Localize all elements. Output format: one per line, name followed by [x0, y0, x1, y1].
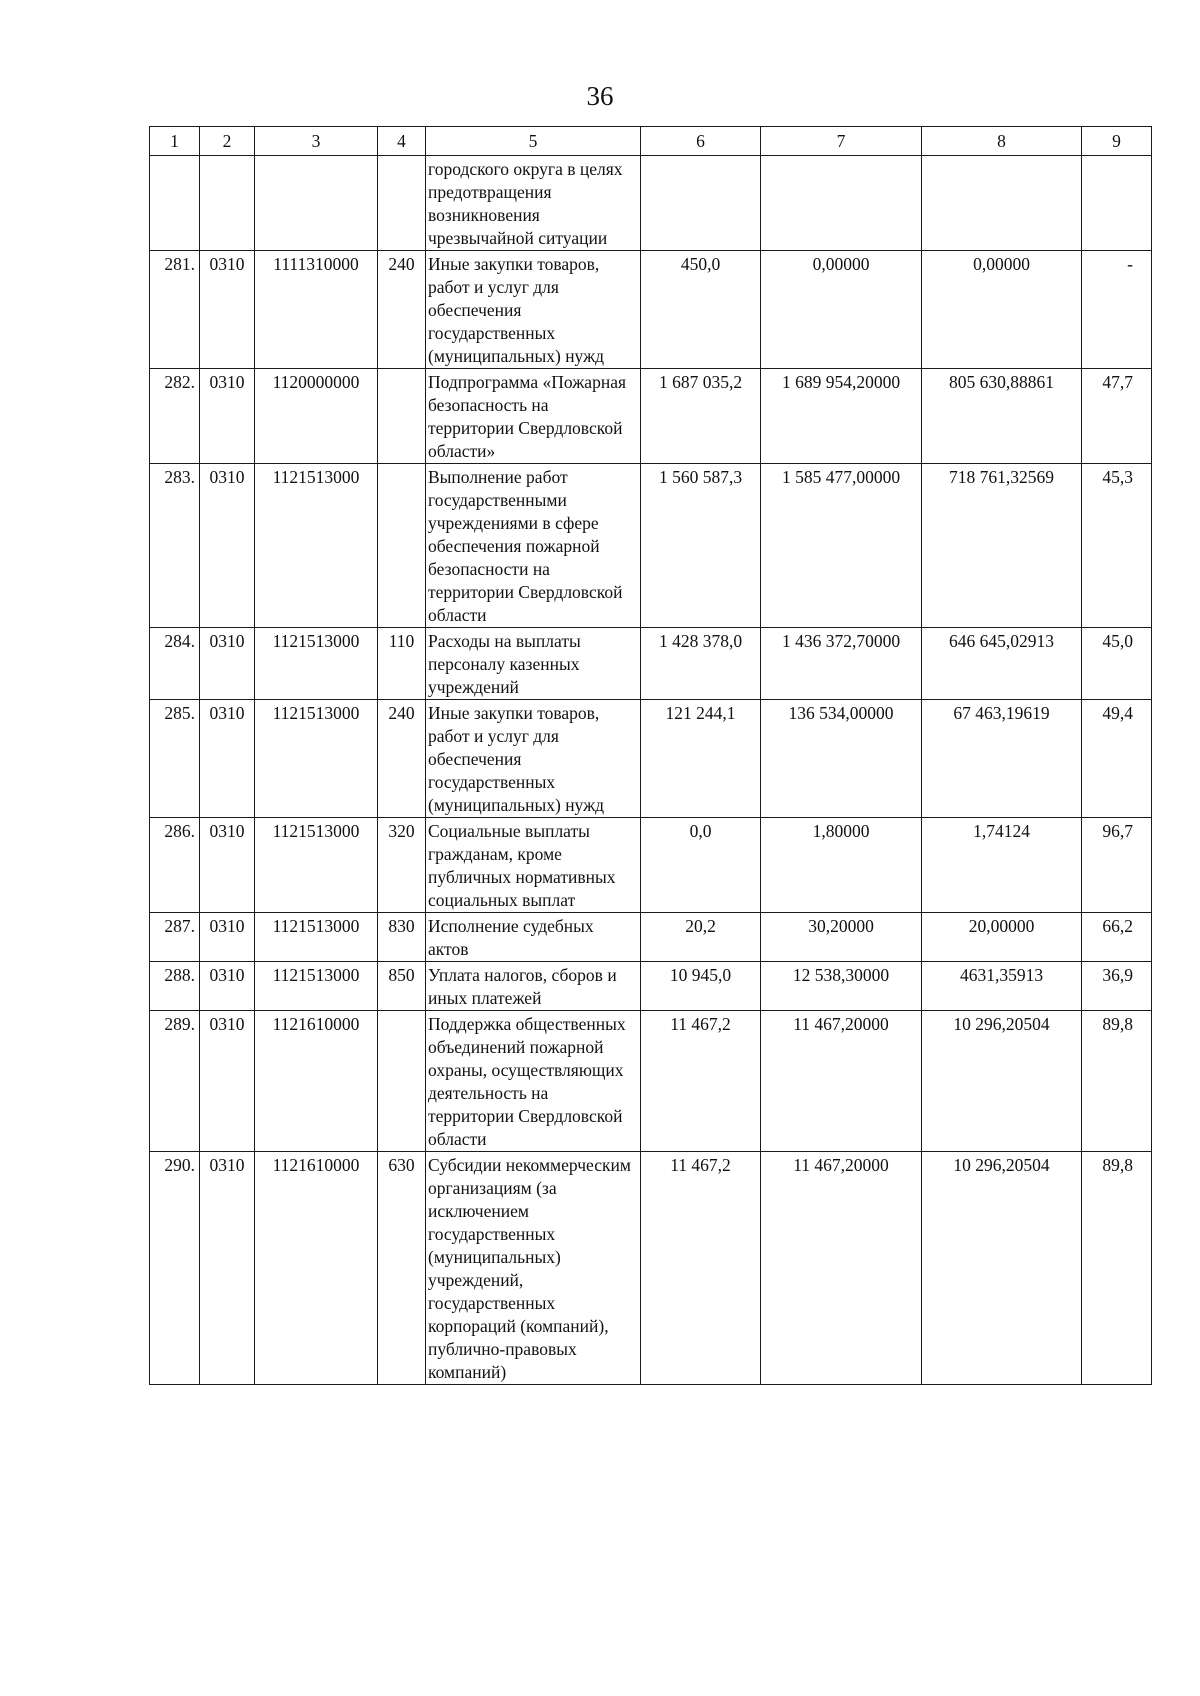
section-code: 0310: [200, 1011, 255, 1152]
expense-type-code: 240: [378, 700, 426, 818]
item-name: Выполнение работ государственными учреждениями в сфере обеспечения пожарной безопасности на территории Свердловской области: [426, 464, 641, 628]
value-col-7: 136 534,00000: [761, 700, 922, 818]
table-row: [150, 1011, 1152, 1152]
value-col-8: 20,00000: [922, 913, 1082, 962]
value-col-8: 1,74124: [922, 818, 1082, 913]
expense-type-code: [378, 1011, 426, 1152]
expense-type-code: [378, 156, 426, 251]
header-cell-6: 6: [641, 127, 761, 156]
section-code: [200, 156, 255, 251]
value-col-6: 1 560 587,3: [641, 464, 761, 628]
value-col-6: 10 945,0: [641, 962, 761, 1011]
value-col-7: 30,20000: [761, 913, 922, 962]
section-code: 0310: [200, 913, 255, 962]
section-code: 0310: [200, 700, 255, 818]
section-code: 0310: [200, 962, 255, 1011]
value-col-8: 67 463,19619: [922, 700, 1082, 818]
item-name: Подпрограмма «Пожарная безопасность на территории Свердловской области»: [426, 369, 641, 464]
value-col-7: 1,80000: [761, 818, 922, 913]
percent-col-9: 45,3: [1082, 464, 1152, 628]
row-number: 288.: [150, 962, 200, 1011]
percent-col-9: 89,8: [1082, 1152, 1152, 1385]
header-row: [150, 127, 1152, 156]
percent-col-9: 45,0: [1082, 628, 1152, 700]
section-code: 0310: [200, 251, 255, 369]
expense-type-code: [378, 464, 426, 628]
value-col-8: 646 645,02913: [922, 628, 1082, 700]
header-cell-5: 5: [426, 127, 641, 156]
row-number: 290.: [150, 1152, 200, 1385]
item-name: Социальные выплаты гражданам, кроме публичных нормативных социальных выплат: [426, 818, 641, 913]
target-article-code: 1121513000: [255, 913, 378, 962]
value-col-8: 0,00000: [922, 251, 1082, 369]
expense-type-code: 630: [378, 1152, 426, 1385]
page-number: 36: [586, 81, 614, 111]
value-col-6: [641, 156, 761, 251]
target-article-code: [255, 156, 378, 251]
item-name: городского округа в целях предотвращения возникновения чрезвычайной ситуации: [426, 156, 641, 251]
value-col-7: [761, 156, 922, 251]
target-article-code: 1121513000: [255, 962, 378, 1011]
header-cell-4: 4: [378, 127, 426, 156]
header-cell-2: 2: [200, 127, 255, 156]
table-row: [150, 818, 1152, 913]
percent-col-9: 89,8: [1082, 1011, 1152, 1152]
row-number: 285.: [150, 700, 200, 818]
section-code: 0310: [200, 464, 255, 628]
value-col-8: 10 296,20504: [922, 1152, 1082, 1385]
percent-col-9: 36,9: [1082, 962, 1152, 1011]
target-article-code: 1121513000: [255, 628, 378, 700]
item-name: Иные закупки товаров, работ и услуг для обеспечения государственных (муниципальных) нужд: [426, 251, 641, 369]
value-col-8: 4631,35913: [922, 962, 1082, 1011]
item-name: Расходы на выплаты персоналу казенных учреждений: [426, 628, 641, 700]
target-article-code: 1121610000: [255, 1152, 378, 1385]
value-col-7: 12 538,30000: [761, 962, 922, 1011]
table-row: [150, 156, 1152, 251]
table-row: [150, 464, 1152, 628]
table-row: [150, 628, 1152, 700]
header-cell-9: 9: [1082, 127, 1152, 156]
item-name: Иные закупки товаров, работ и услуг для обеспечения государственных (муниципальных) нужд: [426, 700, 641, 818]
table-row: [150, 962, 1152, 1011]
item-name: Исполнение судебных актов: [426, 913, 641, 962]
value-col-8: 10 296,20504: [922, 1011, 1082, 1152]
section-code: 0310: [200, 369, 255, 464]
value-col-6: 20,2: [641, 913, 761, 962]
header-cell-8: 8: [922, 127, 1082, 156]
value-col-6: 1 687 035,2: [641, 369, 761, 464]
value-col-6: 121 244,1: [641, 700, 761, 818]
value-col-7: 11 467,20000: [761, 1152, 922, 1385]
value-col-6: 0,0: [641, 818, 761, 913]
value-col-7: 1 585 477,00000: [761, 464, 922, 628]
value-col-7: 0,00000: [761, 251, 922, 369]
row-number: 287.: [150, 913, 200, 962]
table-row: [150, 1152, 1152, 1385]
value-col-8: [922, 156, 1082, 251]
row-number: 284.: [150, 628, 200, 700]
header-cell-7: 7: [761, 127, 922, 156]
expense-type-code: 320: [378, 818, 426, 913]
row-number: 283.: [150, 464, 200, 628]
row-number: 281.: [150, 251, 200, 369]
row-number: [150, 156, 200, 251]
percent-col-9: [1082, 156, 1152, 251]
percent-col-9: 47,7: [1082, 369, 1152, 464]
expense-type-code: [378, 369, 426, 464]
budget-table: [149, 126, 1152, 1385]
value-col-6: 1 428 378,0: [641, 628, 761, 700]
table-row: [150, 913, 1152, 962]
expense-type-code: 110: [378, 628, 426, 700]
percent-col-9: 96,7: [1082, 818, 1152, 913]
value-col-8: 718 761,32569: [922, 464, 1082, 628]
row-number: 289.: [150, 1011, 200, 1152]
item-name: Субсидии некоммерческим организациям (за исключением государственных (муниципальных) учреждений, государственных корпораций (компаний), публично-правовых компаний): [426, 1152, 641, 1385]
target-article-code: 1121513000: [255, 818, 378, 913]
value-col-7: 1 436 372,70000: [761, 628, 922, 700]
expense-type-code: 240: [378, 251, 426, 369]
target-article-code: 1121513000: [255, 700, 378, 818]
row-number: 286.: [150, 818, 200, 913]
value-col-7: 11 467,20000: [761, 1011, 922, 1152]
percent-col-9: 49,4: [1082, 700, 1152, 818]
target-article-code: 1121610000: [255, 1011, 378, 1152]
target-article-code: 1120000000: [255, 369, 378, 464]
percent-col-9: -: [1082, 251, 1152, 369]
value-col-6: 11 467,2: [641, 1152, 761, 1385]
value-col-7: 1 689 954,20000: [761, 369, 922, 464]
table-row: [150, 369, 1152, 464]
section-code: 0310: [200, 1152, 255, 1385]
row-number: 282.: [150, 369, 200, 464]
item-name: Уплата налогов, сборов и иных платежей: [426, 962, 641, 1011]
section-code: 0310: [200, 818, 255, 913]
value-col-6: 450,0: [641, 251, 761, 369]
section-code: 0310: [200, 628, 255, 700]
value-col-8: 805 630,88861: [922, 369, 1082, 464]
percent-col-9: 66,2: [1082, 913, 1152, 962]
table-row: [150, 700, 1152, 818]
target-article-code: 1111310000: [255, 251, 378, 369]
header-cell-1: 1: [150, 127, 200, 156]
expense-type-code: 850: [378, 962, 426, 1011]
value-col-6: 11 467,2: [641, 1011, 761, 1152]
header-cell-3: 3: [255, 127, 378, 156]
target-article-code: 1121513000: [255, 464, 378, 628]
item-name: Поддержка общественных объединений пожарной охраны, осуществляющих деятельность на территории Свердловской области: [426, 1011, 641, 1152]
table-row: [150, 251, 1152, 369]
expense-type-code: 830: [378, 913, 426, 962]
